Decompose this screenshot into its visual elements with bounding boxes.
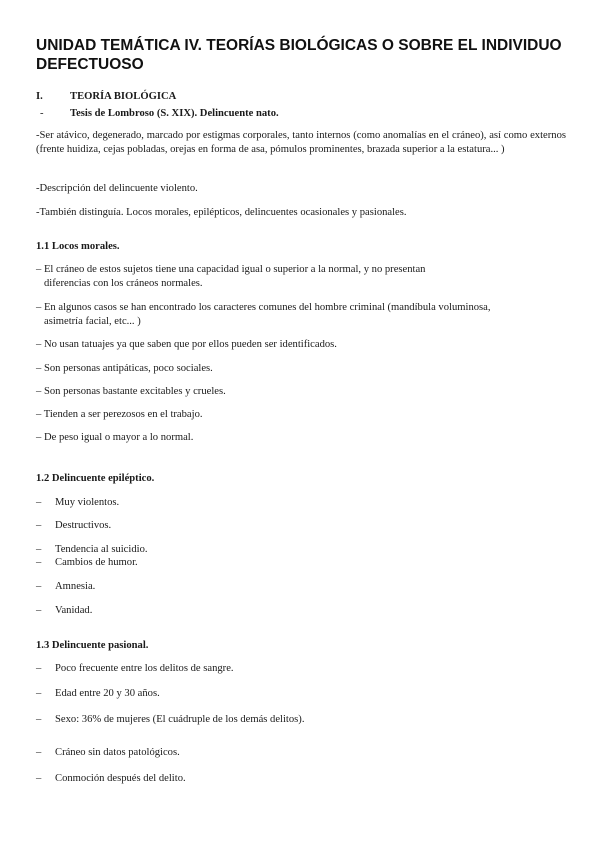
list-item: Sexo: 36% de mujeres (El cuádruple de los demás delitos).	[55, 714, 305, 725]
list-item: Cráneo sin datos patológicos.	[55, 747, 180, 758]
subtitle-dash: -	[40, 108, 44, 119]
section-1-3-heading: 1.3 Delincuente pasional.	[36, 640, 149, 651]
list-item: Tendencia al suicidio.	[55, 544, 148, 555]
list-item: Vanidad.	[55, 605, 93, 616]
bullet-dash: –	[36, 714, 42, 725]
list-item: – No usan tatuajes ya que saben que por ellos pueden ser identificados.	[36, 339, 337, 350]
intro-paragraph-3: -También distinguía. Locos morales, epilépticos, delincuentes ocasionales y pasionales.	[36, 207, 407, 218]
list-item: – De peso igual o mayor a lo normal.	[36, 432, 194, 443]
bullet-dash: –	[36, 688, 42, 699]
bullet-dash: –	[36, 497, 42, 508]
section-1-2-heading: 1.2 Delincuente epiléptico.	[36, 473, 155, 484]
list-item: Conmoción después del delito.	[55, 773, 186, 784]
list-item: Destructivos.	[55, 520, 112, 531]
bullet-dash: –	[36, 581, 42, 592]
bullet-dash: –	[36, 605, 42, 616]
document-title: UNIDAD TEMÁTICA IV. TEORÍAS BIOLÓGICAS O SOBRE EL INDIVIDUO DEFECTUOSO	[36, 37, 562, 73]
bullet-dash: –	[36, 520, 42, 531]
bullet-dash: –	[36, 557, 42, 568]
list-item: – En algunos casos se han encontrado los caracteres comunes del hombre criminal (mandíbula voluminosa, asimetría facial, etc... )	[36, 302, 491, 327]
bullet-dash: –	[36, 663, 42, 674]
section-1-1-heading: 1.1 Locos morales.	[36, 241, 120, 252]
bullet-dash: –	[36, 747, 42, 758]
intro-paragraph-2: -Descripción del delincuente violento.	[36, 183, 198, 194]
list-item: – Son personas antipáticas, poco sociales.	[36, 363, 213, 374]
section-title: TEORÍA BIOLÓGICA	[70, 91, 177, 102]
subtitle: Tesis de Lombroso (S. XIX). Delincuente nato.	[70, 108, 279, 119]
section-number: I.	[36, 91, 43, 102]
bullet-dash: –	[36, 773, 42, 784]
list-item: Cambios de humor.	[55, 557, 138, 568]
list-item: – Son personas bastante excitables y crueles.	[36, 386, 226, 397]
intro-paragraph-1: -Ser atávico, degenerado, marcado por estigmas corporales, tanto internos (como anomalías en el cráneo), así como externos (frente huidiza, cejas pobladas, orejas en forma de asa, pómulos prominentes, brazada superior a la estatura... )	[36, 130, 566, 155]
bullet-dash: –	[36, 544, 42, 555]
list-item: – Tienden a ser perezosos en el trabajo.	[36, 409, 203, 420]
list-item: Poco frecuente entre los delitos de sangre.	[55, 663, 234, 674]
list-item: Muy violentos.	[55, 497, 120, 508]
list-item: Edad entre 20 y 30 años.	[55, 688, 160, 699]
list-item: – El cráneo de estos sujetos tiene una capacidad igual o superior a la normal, y no presentan diferencias con los cráneos normales.	[36, 264, 426, 289]
list-item: Amnesia.	[55, 581, 96, 592]
